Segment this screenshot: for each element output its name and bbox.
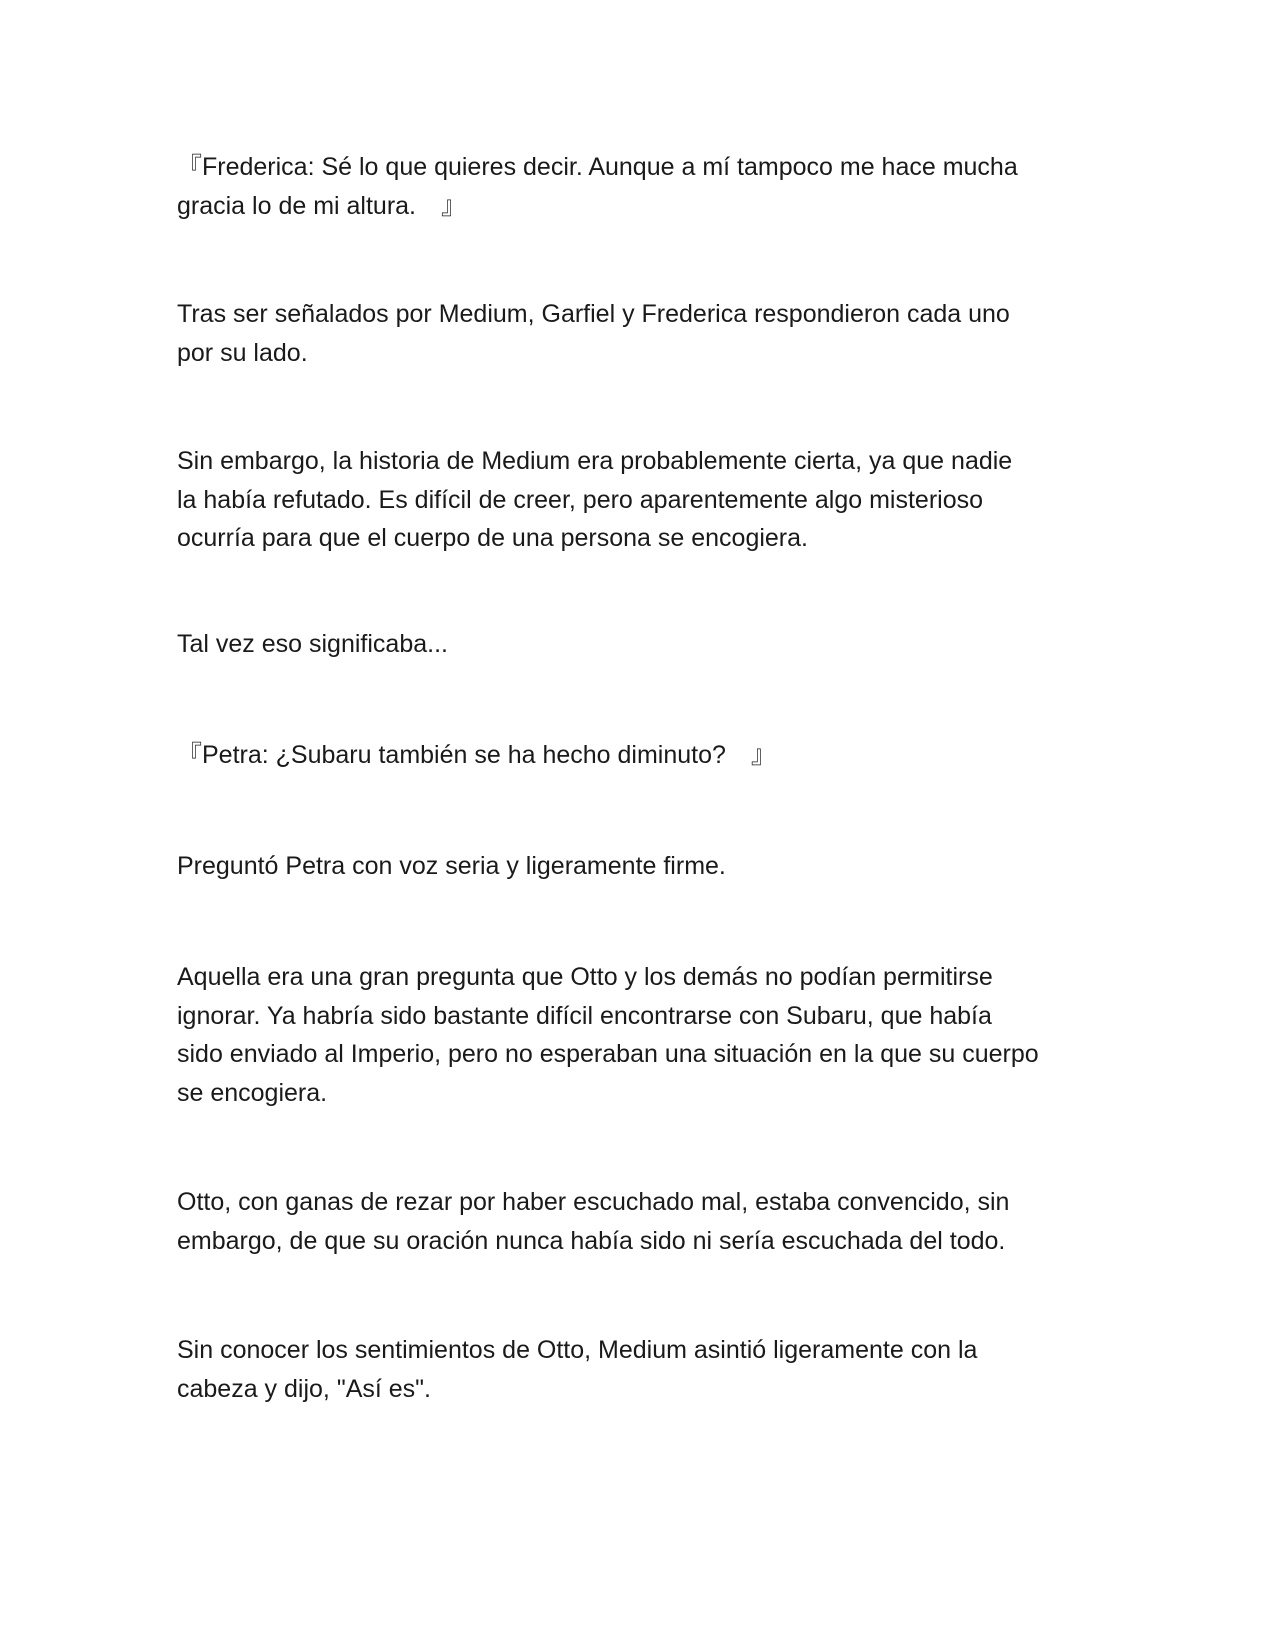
narration-paragraph: Tal vez eso significaba... [177, 630, 448, 658]
narration-paragraph: Sin conocer los sentimientos de Otto, Medium asintió ligeramente con la cabeza y dijo, "Así es". [177, 1336, 978, 1403]
narration-paragraph: Preguntó Petra con voz seria y ligeramente firme. [177, 852, 726, 880]
narration-paragraph: Otto, con ganas de rezar por haber escuchado mal, estaba convencido, sin embargo, de que su oración nunca había sido ni sería escuchada del todo. [177, 1188, 1010, 1255]
narration-paragraph: Tras ser señalados por Medium, Garfiel y Frederica respondieron cada uno por su lado. [177, 300, 1010, 367]
narration-paragraph: Aquella era una gran pregunta que Otto y los demás no podían permitirse ignorar. Ya habría sido bastante difícil encontrarse con Subaru, que había sido enviado al Imperio, pero no esperaban una situación en la que su cuerpo se encogiera. [177, 963, 1039, 1107]
dialogue-frederica: 『Frederica: Sé lo que quieres decir. Aunque a mí tampoco me hace mucha gracia lo de mi altura. 』 [177, 153, 1018, 220]
narration-paragraph: Sin embargo, la historia de Medium era probablemente cierta, ya que nadie la había refutado. Es difícil de creer, pero aparentemente algo misterioso ocurría para que el cuerpo de una persona se encogiera. [177, 447, 1013, 552]
dialogue-petra: 『Petra: ¿Subaru también se ha hecho diminuto? 』 [177, 741, 776, 769]
